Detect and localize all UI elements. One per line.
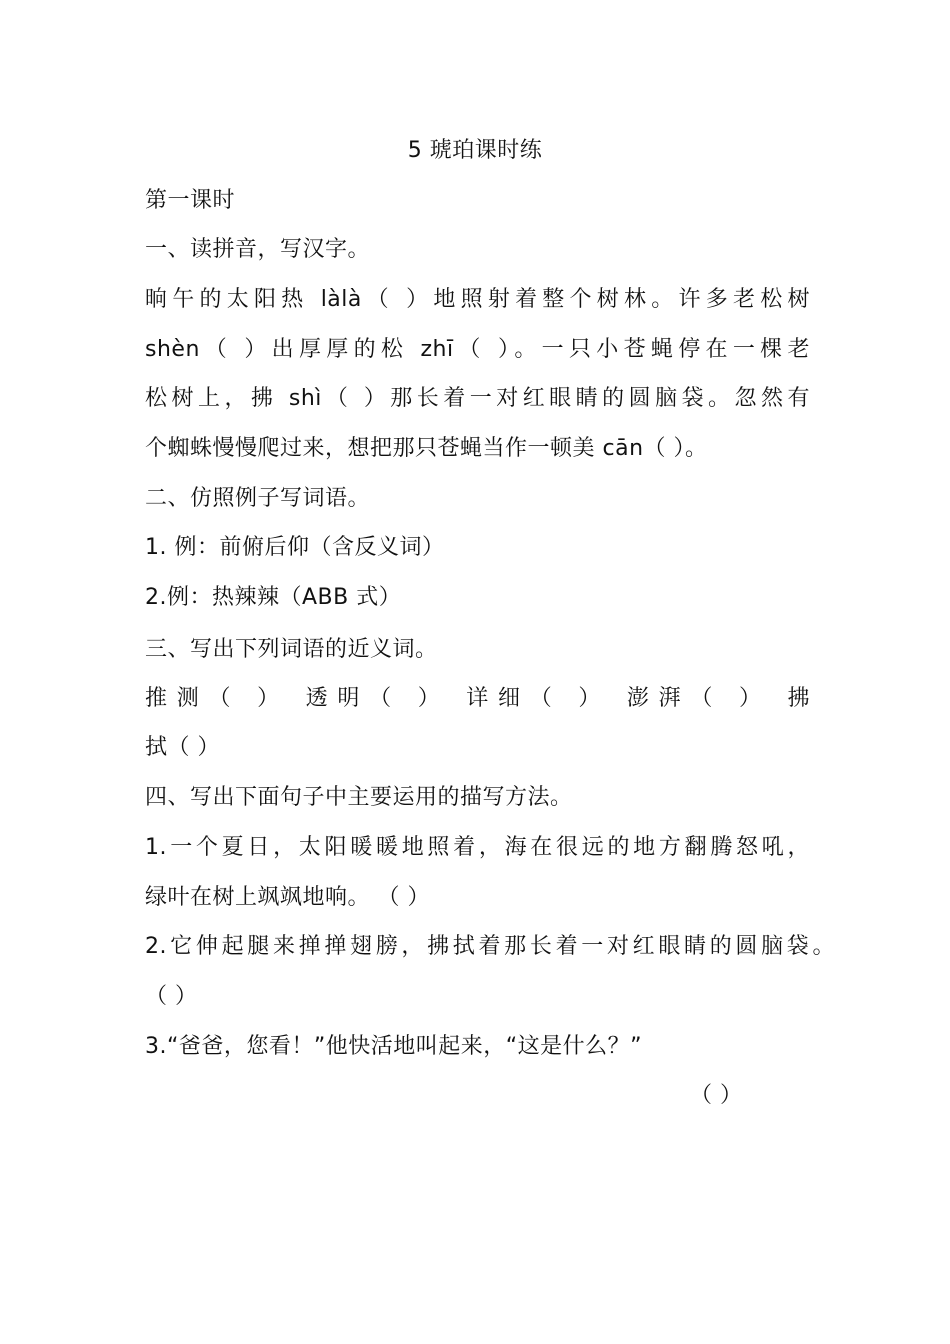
- section-4-line: 2.它伸起腿来掸掸翅膀，拂拭着那长着一对红眼睛的圆脑袋。: [145, 934, 835, 959]
- section-3-line: 拭（ ）: [145, 735, 220, 760]
- section-4-line: 1.一个夏日，太阳暖暖地照着，海在很远的地方翻腾怒吼，: [145, 835, 810, 860]
- section-1-line: 个蜘蛛慢慢爬过来，想把那只苍蝇当作一顿美 cān（ ）。: [145, 436, 708, 461]
- section-4-line: （ ）: [145, 984, 198, 1009]
- page-title: 5 琥珀课时练: [407, 138, 543, 163]
- section-4-heading: 四、写出下面句子中主要运用的描写方法。: [145, 785, 573, 810]
- section-4-line: 3.“爸爸，您看！”他快活地叫起来，“这是什么？”: [145, 1034, 643, 1059]
- section-2-heading: 二、仿照例子写词语。: [145, 486, 371, 511]
- section-1-heading: 一、读拼音，写汉字。: [145, 237, 371, 262]
- lesson-label: 第一课时: [145, 188, 236, 213]
- section-3-heading: 三、写出下列词语的近义词。: [145, 637, 438, 662]
- section-3-line: 推测（ ） 透明（ ） 详细（ ） 澎湃（ ） 拂: [145, 686, 810, 711]
- section-1-line: 松树上，拂 shì（ ）那长着一对红眼睛的圆脑袋。忽然有: [145, 386, 810, 411]
- section-1-line: shèn（ ）出厚厚的松 zhī（ ）。一只小苍蝇停在一棵老: [145, 337, 810, 362]
- section-4-line: 绿叶在树上飒飒地响。 （ ）: [145, 885, 430, 910]
- section-2-item: 2.例：热辣辣（ABB 式）: [145, 585, 402, 610]
- section-2-item: 1. 例：前俯后仰（含反义词）: [145, 535, 445, 560]
- section-1-line: 晌午的太阳热 làlà（ ）地照射着整个树林。许多老松树: [145, 287, 810, 312]
- answer-blank: （ ）: [690, 1083, 743, 1108]
